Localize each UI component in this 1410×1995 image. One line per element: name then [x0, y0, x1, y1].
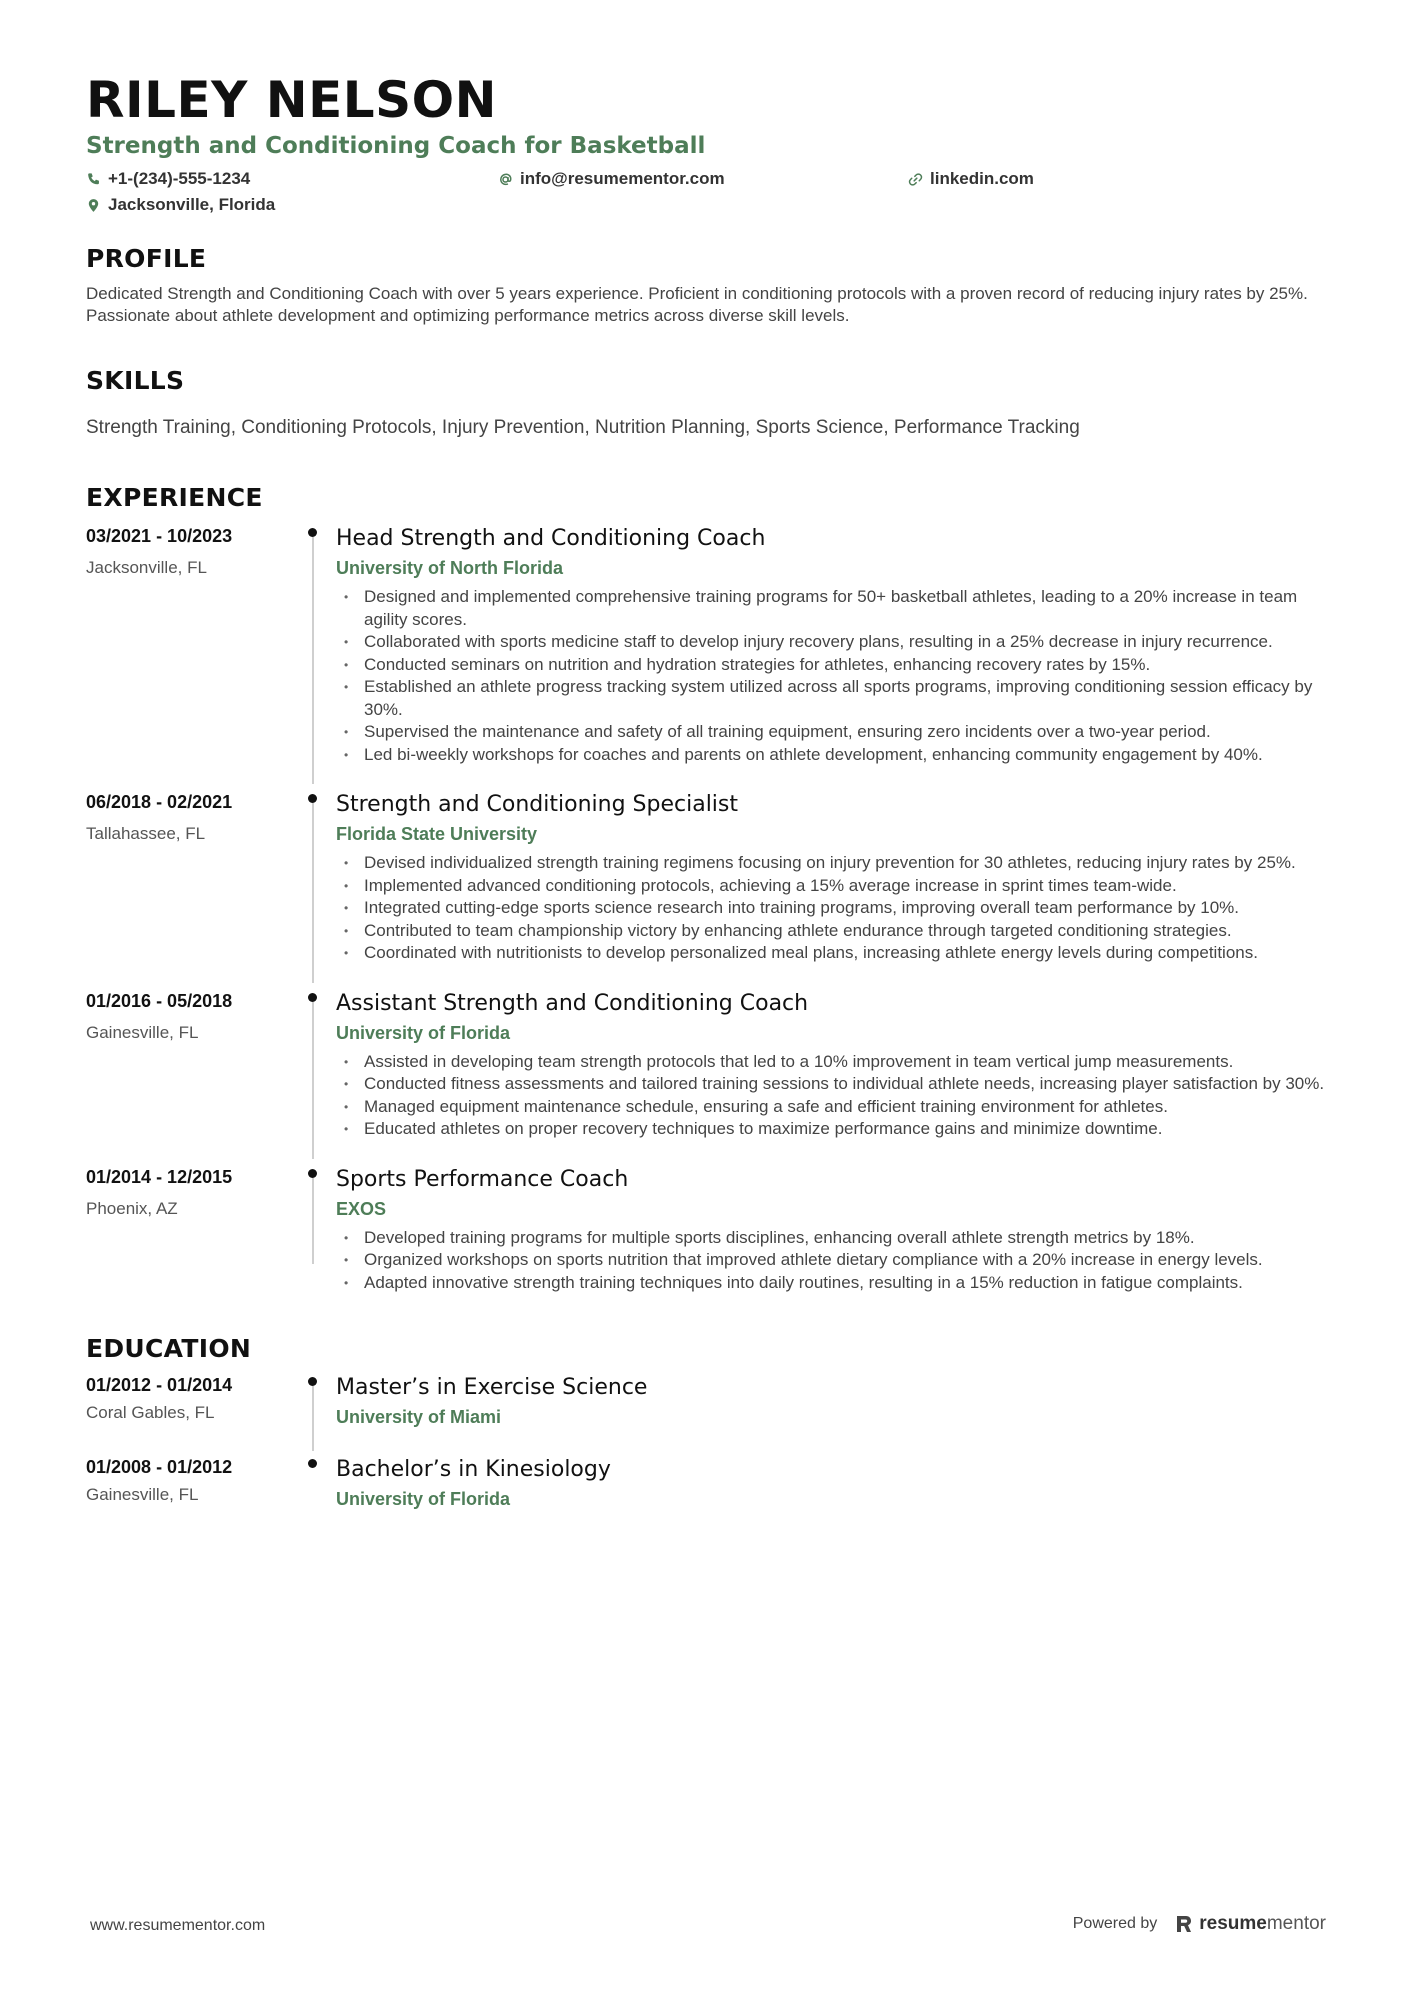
experience-bullets: [336, 1227, 1326, 1295]
timeline-rail: [296, 524, 336, 766]
timeline-rail: [296, 989, 336, 1141]
timeline-rail: [296, 1373, 336, 1429]
profile-section: [86, 244, 1326, 327]
timeline-rail: [296, 790, 336, 965]
bullet-item: • Contributed to team championship victory by enhancing athlete endurance through targeted conditioning strategies.: [336, 920, 1326, 943]
bullet-item: • Coordinated with nutritionists to develop personalized meal plans, increasing athlete energy levels during competitions.: [336, 942, 1326, 965]
education-school: University of Florida: [336, 1489, 511, 1509]
phone-number: +1-(234)-555-1234: [108, 169, 251, 188]
timeline-dot: [308, 1169, 317, 1178]
education-heading: EDUCATION: [86, 1334, 252, 1363]
education-entry: [86, 1455, 1326, 1511]
bullet-item: • Implemented advanced conditioning protocols, achieving a 15% average increase in sprint times team-wide.: [336, 875, 1326, 898]
experience-heading: EXPERIENCE: [86, 483, 263, 512]
at-sign-icon: [498, 172, 513, 187]
skills-text: Strength Training, Conditioning Protocols, Injury Prevention, Nutrition Planning, Sports Science, Performance Tracking: [86, 417, 1080, 438]
experience-organization: University of Florida: [336, 1022, 511, 1043]
experience-role: Sports Performance Coach: [336, 1166, 629, 1192]
skills-section: [86, 366, 1326, 439]
timeline-line: [312, 1178, 314, 1265]
bullet-item: • Developed training programs for multiple sports disciplines, enhancing overall athlete strength metrics by 18%.: [336, 1227, 1326, 1250]
location-contact: [86, 194, 275, 216]
education-section: [86, 1334, 1326, 1511]
bullet-item: • Assisted in developing team strength protocols that led to a 10% improvement in team vertical jump measurements.: [336, 1051, 1326, 1074]
timeline-dot: [308, 993, 317, 1002]
bullet-item: • Established an athlete progress tracking system utilized across all sports programs, improving conditioning session efficacy by 30%.: [336, 676, 1326, 721]
experience-location: Jacksonville, FL: [86, 558, 207, 577]
experience-timeline: [86, 524, 1326, 1294]
candidate-name: RILEY NELSON: [86, 71, 497, 129]
education-dates: 01/2012 - 01/2014: [86, 1375, 233, 1395]
resumementor-logo-icon: [1175, 1914, 1193, 1934]
experience-role: Assistant Strength and Conditioning Coach: [336, 990, 809, 1016]
experience-location: Phoenix, AZ: [86, 1198, 178, 1218]
timeline-dot: [308, 528, 317, 537]
experience-dates: 03/2021 - 10/2023: [86, 526, 233, 546]
footer-website[interactable]: www.resumementor.com: [90, 1917, 266, 1934]
education-school: University of Miami: [336, 1407, 502, 1427]
experience-location: Tallahassee, FL: [86, 824, 206, 843]
experience-organization: Florida State University: [336, 824, 538, 844]
timeline-dot: [308, 794, 317, 803]
experience-bullets: [336, 586, 1326, 766]
profile-text: Dedicated Strength and Conditioning Coach with over 5 years experience. Proficient in conditioning protocols with a proven record of reducing injury rates by 25%. Passionate about athlete development and optimizing performance metrics across diverse skill levels.: [86, 284, 1308, 325]
brand-logo[interactable]: [1175, 1913, 1326, 1935]
experience-entry: [86, 524, 1326, 766]
education-location: Gainesville, FL: [86, 1485, 199, 1504]
linkedin-url: linkedin.com: [930, 169, 1034, 188]
timeline-line: [312, 803, 314, 983]
timeline-rail: [296, 1455, 336, 1511]
education-location: Coral Gables, FL: [86, 1403, 215, 1422]
bullet-item: • Conducted fitness assessments and tailored training sessions to individual athlete needs, increasing player satisfaction by 30%.: [336, 1073, 1326, 1096]
experience-dates: 01/2014 - 12/2015: [86, 1166, 233, 1187]
bullet-item: • Supervised the maintenance and safety of all training equipment, ensuring zero incidents over a two-year period.: [336, 721, 1326, 744]
timeline-rail: [296, 1165, 336, 1295]
education-degree: Master’s in Exercise Science: [336, 1375, 648, 1400]
bullet-item: • Adapted innovative strength training techniques into daily routines, resulting in a 15% reduction in fatigue complaints.: [336, 1272, 1326, 1295]
bullet-item: • Collaborated with sports medicine staff to develop injury recovery plans, resulting in a 25% decrease in injury recurrence.: [336, 631, 1326, 654]
link-icon: [908, 172, 923, 187]
education-degree: Bachelor’s in Kinesiology: [336, 1457, 611, 1482]
bullet-item: • Led bi-weekly workshops for coaches and parents on athlete development, enhancing community engagement by 40%.: [336, 744, 1326, 767]
experience-role: Strength and Conditioning Specialist: [336, 792, 739, 817]
location-text: Jacksonville, Florida: [108, 195, 276, 214]
timeline-line: [312, 1386, 314, 1451]
skills-heading: SKILLS: [86, 366, 185, 395]
experience-dates: 01/2016 - 05/2018: [86, 990, 233, 1011]
experience-entry: [86, 1165, 1326, 1295]
bullet-item: • Conducted seminars on nutrition and hydration strategies for athletes, enhancing recovery rates by 15%.: [336, 654, 1326, 677]
education-dates: 01/2008 - 01/2012: [86, 1457, 233, 1477]
contact-info: [86, 166, 1326, 218]
bullet-item: • Designed and implemented comprehensive training programs for 50+ basketball athletes, leading to a 20% increase in team agility scores.: [336, 586, 1326, 631]
bullet-item: • Integrated cutting-edge sports science research into training programs, improving overall team performance by 10%.: [336, 897, 1326, 920]
experience-role: Head Strength and Conditioning Coach: [336, 526, 766, 551]
timeline-dot: [308, 1377, 317, 1386]
experience-entry: [86, 989, 1326, 1141]
bullet-item: • Managed equipment maintenance schedule, ensuring a safe and efficient training environment for athletes.: [336, 1096, 1326, 1119]
job-title: Strength and Conditioning Coach for Basketball: [86, 133, 706, 159]
education-timeline: [86, 1373, 1326, 1511]
experience-section: [86, 483, 1326, 1294]
education-entry: [86, 1373, 1326, 1429]
brand-light: mentor: [1266, 1913, 1326, 1934]
email-address: info@resumementor.com: [520, 169, 725, 188]
linkedin-contact[interactable]: [908, 168, 1034, 190]
experience-bullets: [336, 1051, 1326, 1141]
timeline-dot: [308, 1459, 317, 1468]
experience-organization: University of North Florida: [336, 558, 564, 578]
phone-icon: [86, 172, 101, 187]
powered-by-label: Powered by: [1072, 1915, 1158, 1932]
bullet-item: • Educated athletes on proper recovery techniques to maximize performance gains and minimize downtime.: [336, 1118, 1326, 1141]
experience-location: Gainesville, FL: [86, 1022, 199, 1042]
experience-entry: [86, 790, 1326, 965]
phone-contact[interactable]: [86, 168, 250, 190]
experience-bullets: [336, 852, 1326, 965]
resume-page: [86, 72, 1326, 1511]
experience-dates: 06/2018 - 02/2021: [86, 792, 233, 812]
email-contact[interactable]: [498, 168, 725, 190]
profile-heading: PROFILE: [86, 244, 207, 273]
timeline-line: [312, 1002, 314, 1159]
footer-branding: [1073, 1913, 1326, 1935]
brand-bold: resume: [1199, 1913, 1267, 1934]
experience-organization: EXOS: [336, 1198, 387, 1219]
bullet-item: • Organized workshops on sports nutrition that improved athlete dietary compliance with a 20% increase in energy levels.: [336, 1249, 1326, 1272]
map-pin-icon: [86, 198, 101, 213]
timeline-line: [312, 537, 314, 784]
bullet-item: • Devised individualized strength training regimens focusing on injury prevention for 30 athletes, reducing injury rates by 25%.: [336, 852, 1326, 875]
